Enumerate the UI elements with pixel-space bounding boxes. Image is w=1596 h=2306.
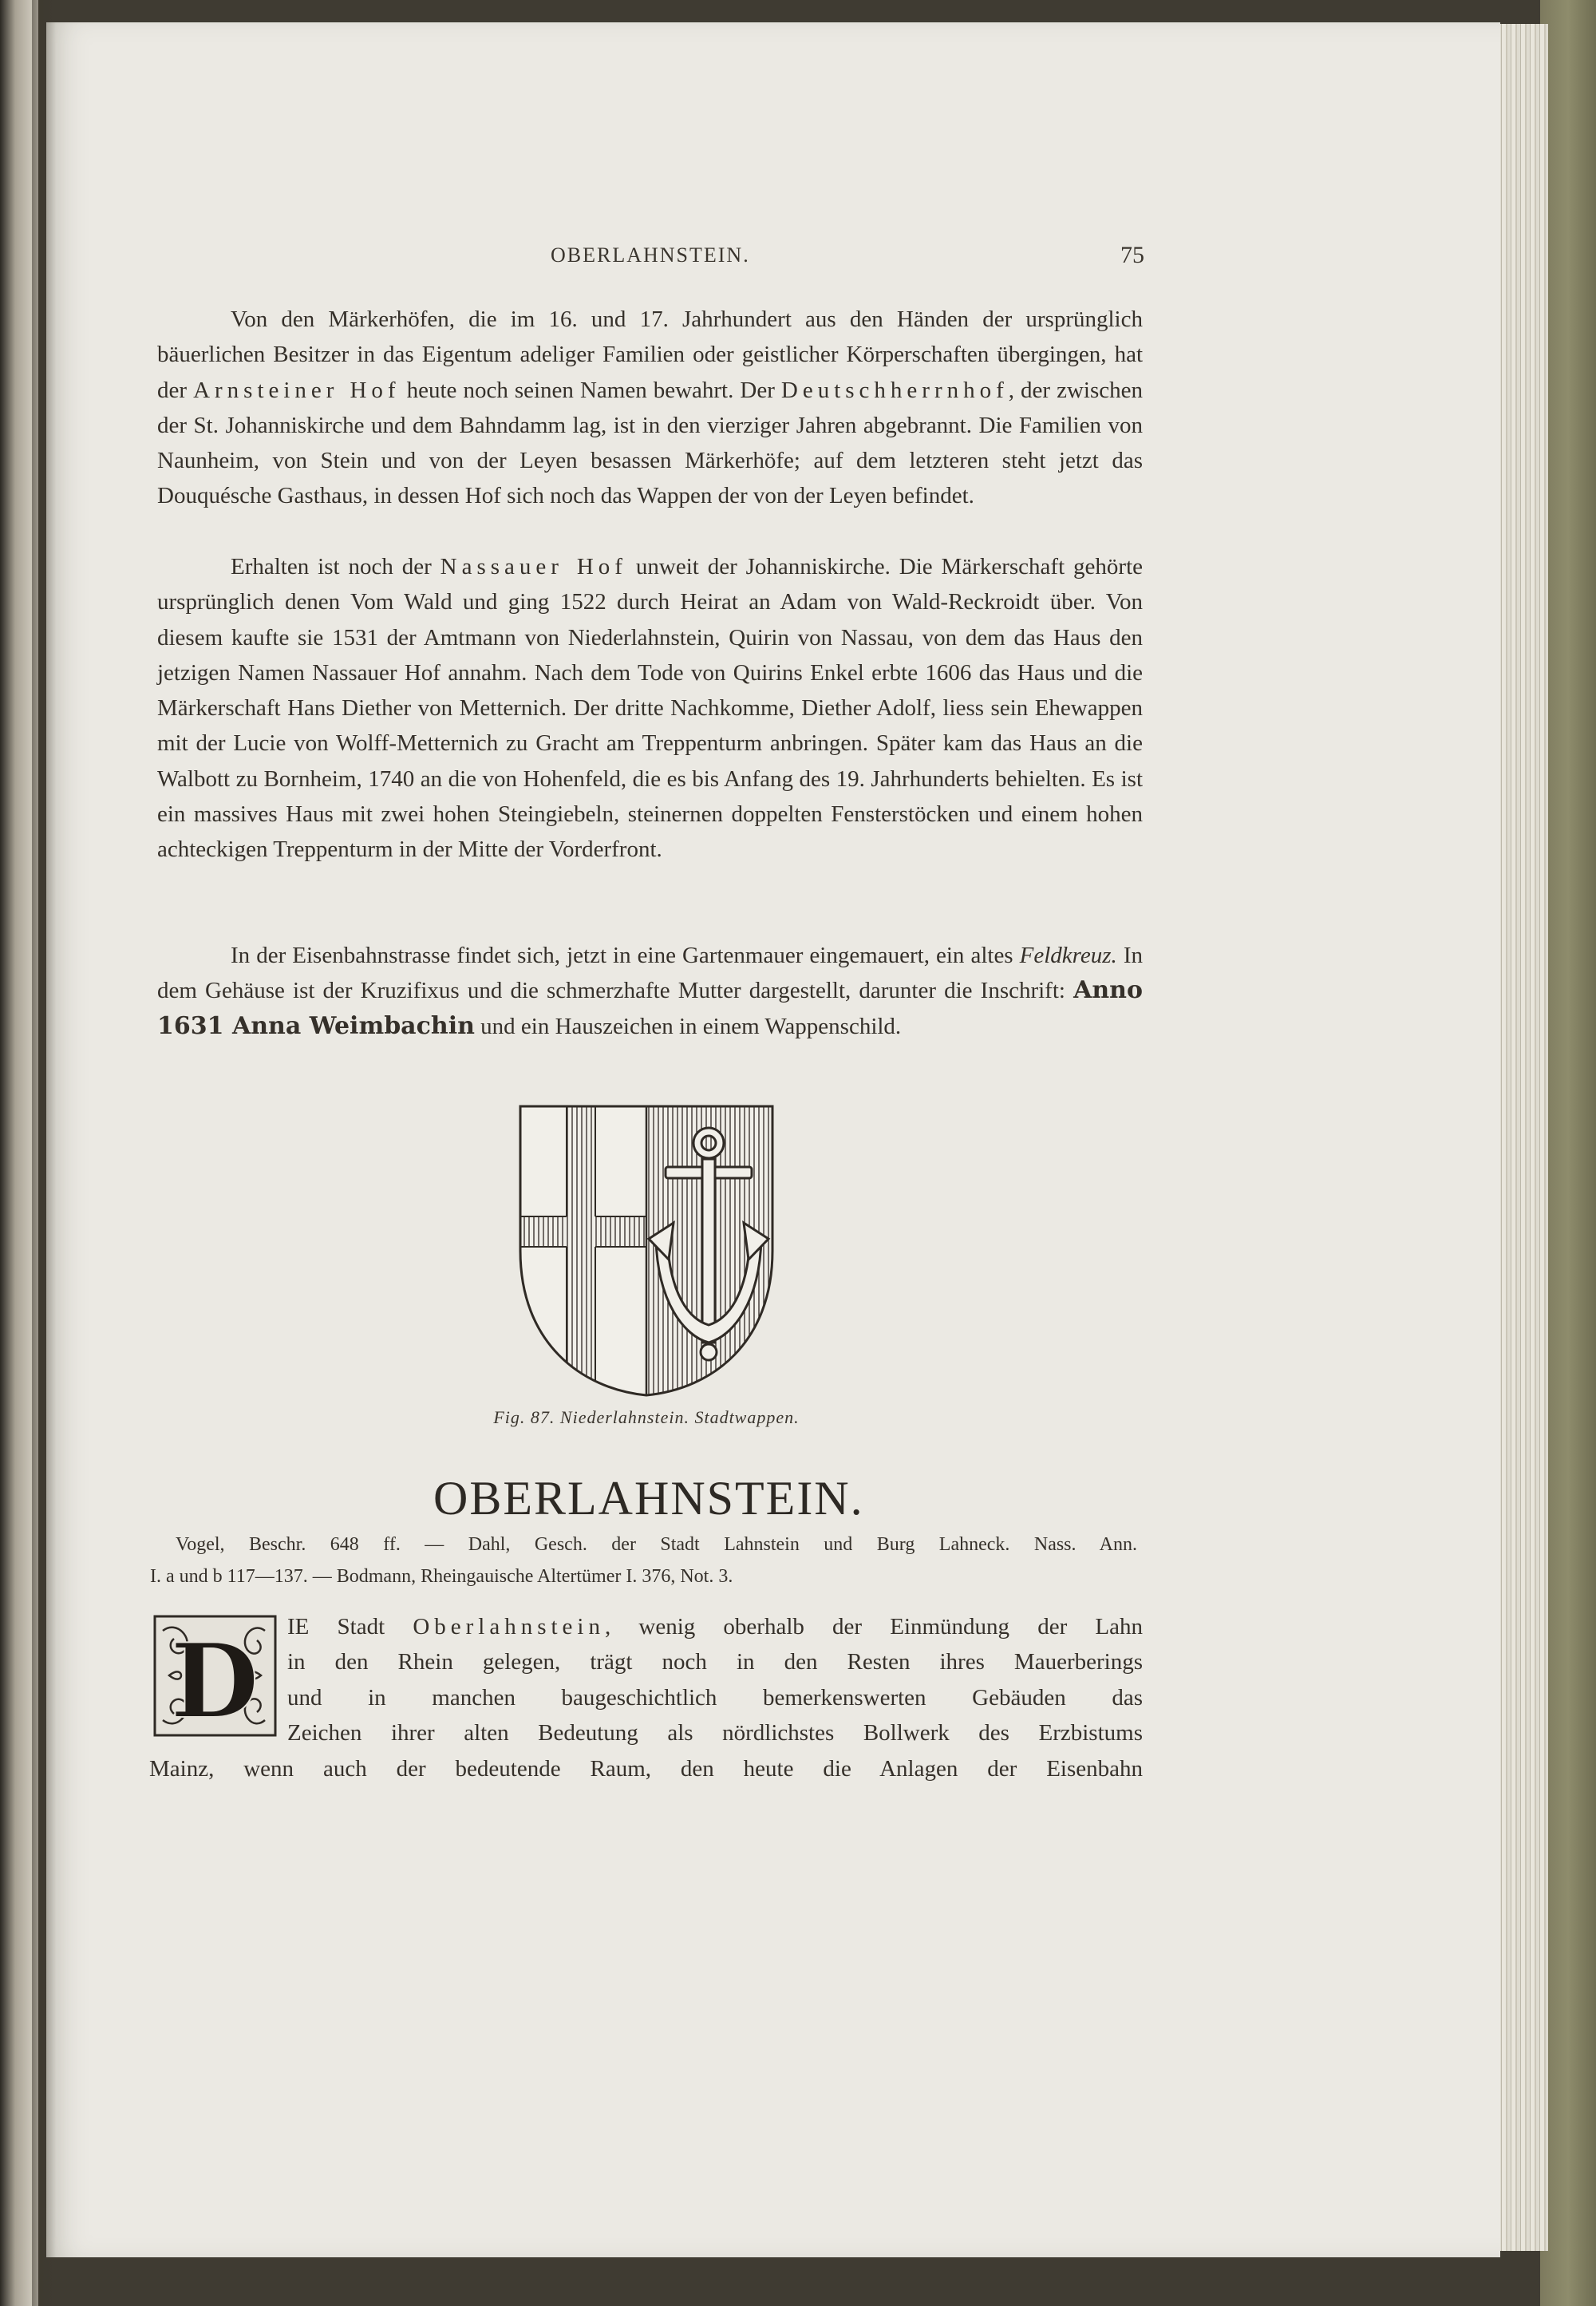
- coat-of-arms-figure: [517, 1103, 776, 1398]
- nassauer-hof-name: Nassauer Hof: [440, 554, 627, 579]
- ornamental-initial-icon: [153, 1615, 277, 1737]
- section-title: OBERLAHNSTEIN.: [433, 1472, 864, 1525]
- intro-paragraph-continued: Mainz, wenn auch der bedeutende Raum, den heute die Anlagen der Eisenbahn: [149, 1756, 1143, 1782]
- oberlahnstein-name: Oberlahnstein: [413, 1614, 605, 1640]
- deutschherrnhof-name: Deutschherrnhof: [780, 377, 1009, 403]
- figure-caption: Fig. 87. Niederlahnstein. Stadtwappen.: [493, 1407, 800, 1427]
- page-stack-edges: [1492, 24, 1548, 2251]
- intro-paragraph: IE Stadt Oberlahnstein, wenig oberhalb der Einmündung der Lahn in den Rhein gelegen, trägt noch in den Resten ihres Mauerberings und in manchen baugeschichtlich bemerkenswerten Gebäuden das Zeichen ihrer alten Bedeutung als nördlichstes Bollwerk des Erzbistums: [287, 1614, 1143, 1746]
- arnsteiner-hof-name: Arnsteiner Hof: [193, 377, 401, 403]
- coat-of-arms-icon: [517, 1103, 776, 1398]
- book-cover-edge: [1540, 0, 1596, 2306]
- paragraph-nassauer-hof: Erhalten ist noch der Nassauer Hof unweit der Johanniskirche. Die Märkerschaft gehörte ursprünglich denen Vom Wald und ging 1522 durch Heirat an Adam von Wald-Reckroidt über. Von diesem kaufte sie 1531 der Amtmann von Niederlahnstein, Quirin von Nassau, von dem das Haus den jetzigen Namen Nassauer Hof annahm. Nach dem Tode von Quirins Enkel erbte 1606 das Haus und die Märkerschaft Hans Diether von Metternich. Der dritte Nachkomme, Diether Adolf, liess sein Ehewappen mit der Lucie von Wolff-Metternich zu Gracht am Treppenturm anbringen. Später kam das Haus an die Walbott zu Bornheim, 1740 an die von Hohenfeld, die es bis Anfang des 19. Jahrhunderts behielten. Es ist ein massives Haus mit zwei hohen Steingiebeln, steinernen doppelten Fensterstöcken und einem hohen achteckigen Treppenturm in der Mitte der Vorderfront.: [157, 554, 1143, 863]
- paragraph-maerkerhoefe: Von den Märkerhöfen, die im 16. und 17. Jahrhundert aus den Händen der ursprünglich bäuerlichen Besitzer in das Eigentum adeliger Familien oder geistlicher Körperschaften übergingen, hat der Arnsteiner Hof heute noch seinen Namen bewahrt. Der Deutschherrnhof, der zwischen der St. Johanniskirche und dem Bahndamm lag, ist in den vierziger Jahren abgebrannt. Die Familien von Naunheim, von Stein und von der Leyen besassen Märkerhöfe; auf dem letzteren steht jetzt das Douquésche Gasthaus, in dessen Hof sich noch das Wappen der von der Leyen befindet.: [157, 307, 1143, 509]
- page-number: 75: [1120, 242, 1144, 268]
- dropcap-initial: [153, 1615, 277, 1737]
- bibliography-references: Vogel, Beschr. 648 ff. — Dahl, Gesch. der Stadt Lahnstein und Burg Lahneck. Nass. Ann. I. a und b 117—137. — Bodmann, Rheingauische Altertümer I. 376, Not. 3.: [150, 1534, 1137, 1587]
- paragraph-feldkreuz: In der Eisenbahnstrasse findet sich, jetzt in eine Gartenmauer eingemauert, ein altes Feldkreuz. In dem Gehäuse ist der Kruzifixus und die schmerzhafte Mutter dargestellt, darunter die Inschrift: Anno 1631 Anna Weimbachin und ein Hauszeichen in einem Wappenschild.: [157, 943, 1143, 1040]
- dropcap-letter: D: [170, 1622, 259, 1737]
- feldkreuz-term: Feldkreuz.: [1019, 943, 1117, 968]
- running-title: OBERLAHNSTEIN.: [551, 243, 750, 267]
- spine-shadow: [32, 0, 56, 2306]
- inscription-text: Anno 1631 Anna Weimbachin: [157, 976, 1143, 1040]
